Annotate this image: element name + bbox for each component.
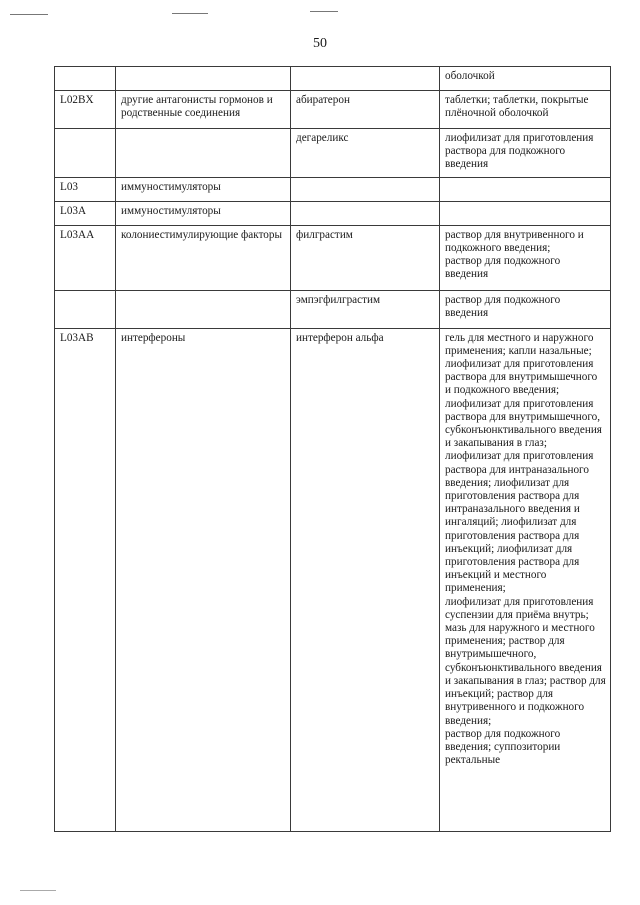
table-row — [55, 290, 611, 328]
table-row — [55, 201, 611, 225]
drug-name-cell — [291, 177, 440, 201]
dosage-form-cell — [440, 225, 611, 290]
table-body — [55, 67, 611, 832]
table-row — [55, 225, 611, 290]
dosage-form-text: раствор для подкожного введения; суппозитории ректальные — [445, 727, 561, 767]
table-row — [55, 328, 611, 831]
group-name-cell: другие антагонисты гормонов и родственные соединения — [116, 91, 291, 129]
atc-code-cell: L02BX — [55, 91, 116, 129]
group-name-cell: интерфероны — [116, 328, 291, 831]
drug-name-cell — [291, 67, 440, 91]
drug-name-cell: филграстим — [291, 225, 440, 290]
dosage-form-text: лиофилизат для приготовления раствора для интраназального введения; лиофилизат для приготовления раствора для интраназального введения и ингаляций; лиофилизат для приготовления раствора для инъекций; лиофилизат для приготовления раствора для инъекций и местного применения; — [445, 450, 594, 595]
atc-code-cell: L03AB — [55, 328, 116, 831]
table-row — [55, 129, 611, 178]
atc-code-cell: L03 — [55, 177, 116, 201]
dosage-form-text: раствор для внутривенного и подкожного введения; — [445, 228, 584, 254]
atc-code-cell — [55, 290, 116, 328]
group-name-cell — [116, 67, 291, 91]
dosage-form-cell — [440, 177, 611, 201]
scan-mark — [310, 11, 338, 12]
dosage-form-text: лиофилизат для приготовления раствора для подкожного введения — [445, 132, 594, 171]
group-name-cell — [116, 290, 291, 328]
dosage-form-text: оболочкой — [445, 70, 495, 82]
group-name-cell: иммуностимуляторы — [116, 177, 291, 201]
group-name-cell: колониестимулирующие факторы — [116, 225, 291, 290]
drug-name-cell: интерферон альфа — [291, 328, 440, 831]
dosage-form-cell — [440, 201, 611, 225]
dosage-form-text: лиофилизат для приготовления раствора для внутримышечного и подкожного введения; — [445, 358, 598, 397]
atc-code-cell: L03AA — [55, 225, 116, 290]
group-name-cell: иммуностимуляторы — [116, 201, 291, 225]
atc-code-cell — [55, 67, 116, 91]
scan-mark — [20, 890, 56, 891]
drug-table — [54, 66, 611, 832]
table-row — [55, 91, 611, 129]
dosage-form-text: гель для местного и наружного применения; капли назальные; — [445, 331, 594, 357]
page-number: 50 — [313, 36, 327, 51]
drug-name-cell: эмпэгфилграстим — [291, 290, 440, 328]
dosage-form-text: раствор для подкожного введения — [445, 293, 561, 319]
dosage-form-text: лиофилизат для приготовления раствора для внутримышечного, субконъюнктивального введения и закапывания в глаз; — [445, 397, 602, 450]
atc-code-cell: L03A — [55, 201, 116, 225]
table-row — [55, 177, 611, 201]
scan-mark — [10, 14, 48, 15]
dosage-form-text: лиофилизат для приготовления суспензии для приёма внутрь; мазь для наружного и местного применения; раствор для внутримышечного, субконъюнктивального введения и закапывания в глаз; раствор для инъекций; раствор для внутривенного и подкожного введения; — [445, 595, 606, 727]
dosage-form-cell — [440, 67, 611, 91]
drug-name-cell: дегареликс — [291, 129, 440, 178]
table-row — [55, 67, 611, 91]
atc-code-cell — [55, 129, 116, 178]
drug-name-cell — [291, 201, 440, 225]
dosage-form-cell — [440, 129, 611, 178]
scan-mark — [172, 13, 208, 14]
dosage-form-text: раствор для подкожного введения — [445, 255, 561, 281]
dosage-form-text: таблетки; таблетки, покрытые плёночной оболочкой — [445, 94, 589, 120]
group-name-cell — [116, 129, 291, 178]
dosage-form-cell — [440, 290, 611, 328]
drug-name-cell: абиратерон — [291, 91, 440, 129]
dosage-form-cell — [440, 91, 611, 129]
dosage-form-cell — [440, 328, 611, 831]
